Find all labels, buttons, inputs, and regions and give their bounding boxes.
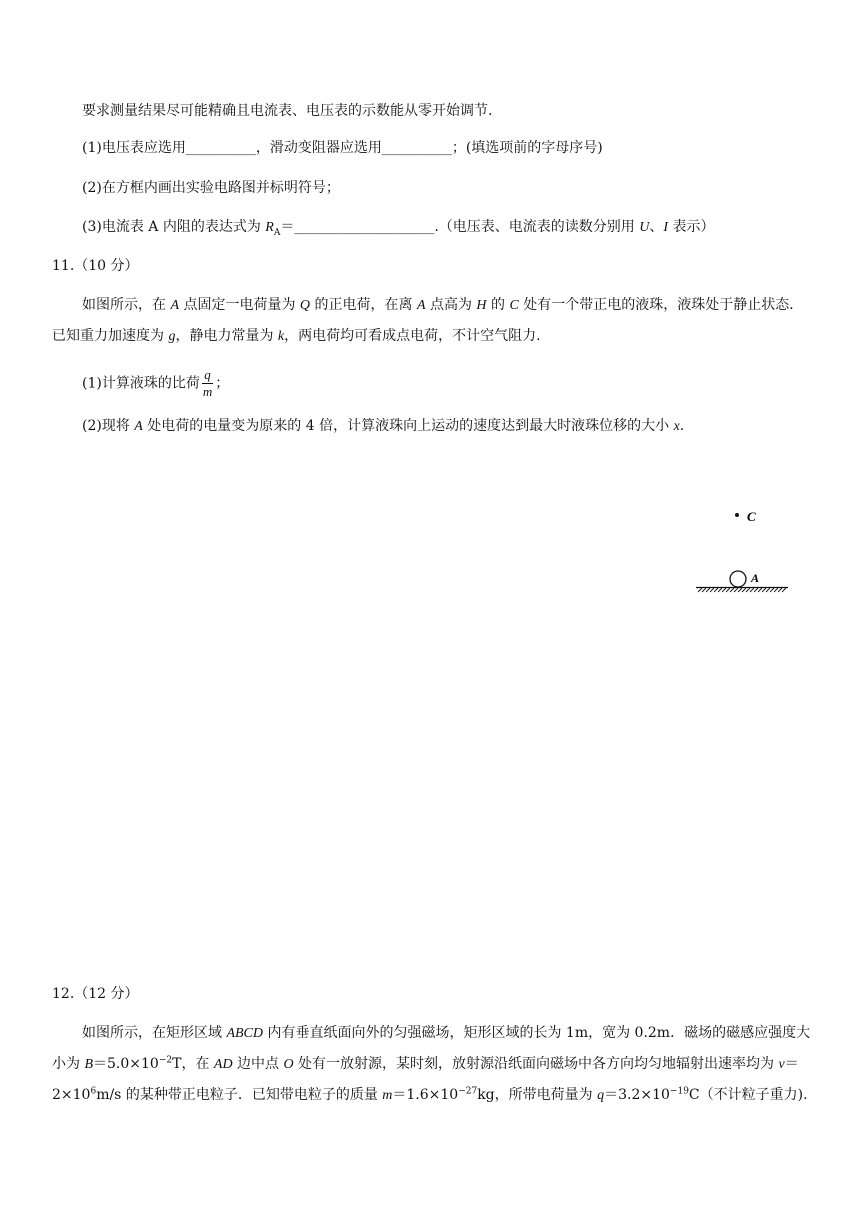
q11-part1 (82, 367, 229, 400)
var-AD: AD (213, 1057, 233, 1072)
exponent-2: 6 (90, 1086, 97, 1097)
separator: 、 (649, 219, 664, 235)
q12-text-7: ＝2×10 (52, 1056, 799, 1103)
q10-part1-text: (1)电压表应选用 (82, 140, 186, 156)
q12-text-1: 如图所示，在矩形区域 (82, 1025, 227, 1041)
var-H: H (476, 298, 487, 313)
q10-part3-text: (3)电流表 A 内阻的表达式为 (82, 219, 266, 235)
q10-part1-text-3: ；(填选项前的字母序号) (451, 140, 603, 156)
q11-text-8: ，两电荷均可看成点电荷，不计空气阻力. (284, 328, 541, 344)
exponent-1: −2 (158, 1055, 173, 1066)
q11-text-3: 的正电荷，在离 (310, 297, 417, 313)
q11-text-4: 点高为 (425, 297, 477, 313)
q10-part1 (82, 138, 603, 158)
liquid-drop-C (735, 513, 739, 517)
q12-text-9: ＝1.6×10 (392, 1087, 459, 1103)
q10-part2 (82, 178, 340, 198)
q12-number-text: 12.（12 分） (52, 986, 139, 1002)
q11-part1-end: ； (215, 375, 230, 392)
q12-text-6: 处有一放射源，某时刻，放射源沿纸面向磁场中各方向均匀地辐射出速率均为 (293, 1056, 779, 1072)
charge-A (730, 571, 746, 587)
blank-voltmeter: __________ (185, 140, 256, 156)
var-O: O (283, 1057, 294, 1072)
exponent-3: −27 (458, 1086, 478, 1097)
q12-text-11: ＝3.2×10 (604, 1087, 670, 1103)
charge-figure (690, 505, 800, 600)
intro-sentence: 要求测量结果尽可能精确且电流表、电压表的示数能从零开始调节. (82, 103, 493, 119)
q11-number-text: 11.（10 分） (52, 258, 139, 274)
q11-part2-text: (2)现将 (82, 418, 135, 434)
frac-denominator: m (202, 384, 213, 399)
q11-number (52, 256, 139, 276)
q11-part2 (82, 416, 684, 437)
equals-sign: ＝ (280, 219, 295, 235)
var-q: q (597, 1088, 605, 1103)
q10-part3-text-2: .（电压表、电流表的读数分别用 (434, 219, 640, 235)
q11-text-7: ，静电力常量为 (175, 328, 278, 344)
ground-hatching (698, 588, 786, 592)
var-A: A (170, 298, 180, 313)
q11-text-1: 如图所示，在 (82, 297, 171, 313)
q11-part2-text-2: 处电荷的电量变为原来的 4 倍，计算液珠向上运动的速度达到最大时液珠位移的大小 (142, 418, 674, 434)
q12-text-5: 边中点 (232, 1056, 284, 1072)
var-B: B (84, 1057, 94, 1072)
var-g: g (168, 329, 176, 344)
q10-part3 (82, 217, 715, 238)
q11-paragraph (52, 290, 814, 352)
q11-part2-end: . (679, 418, 685, 434)
fraction-q-over-m (202, 367, 213, 400)
var-x: x (673, 419, 680, 434)
blank-rheostat: __________ (381, 140, 452, 156)
q12-text-4: T，在 (172, 1056, 214, 1072)
var-I: I (663, 220, 669, 235)
q11-text-2: 点固定一电荷量为 (179, 297, 300, 313)
q12-text-3: ＝5.0×10 (93, 1056, 159, 1072)
intro-text (82, 101, 492, 121)
var-k: k (277, 329, 285, 344)
q12-text-2: 内有垂直纸面向外的匀强磁场，矩形区域的长为 1m，宽为 0.2m．磁场的磁感应强度大小为 (52, 1025, 811, 1072)
q10-part3-text-3: 表示） (668, 219, 715, 235)
q10-part1-text-2: ，滑动变阻器应选用 (255, 140, 382, 156)
q12-text-12: C（不计粒子重力). (688, 1087, 808, 1103)
var-R: R (265, 220, 274, 235)
q12-number (52, 984, 139, 1004)
var-C: C (509, 298, 519, 313)
label-A: A (751, 571, 760, 585)
q12-text-10: kg，所带电荷量为 (477, 1087, 598, 1103)
var-ABCD: ABCD (226, 1026, 264, 1041)
var-Q: Q (299, 298, 311, 313)
frac-numerator: q (204, 367, 211, 382)
exponent-4: −19 (669, 1086, 689, 1097)
q11-text-5: 的 (486, 297, 510, 313)
blank-resistance: ____________________ (294, 219, 435, 235)
var-A: A (134, 419, 143, 434)
q10-part2-text: (2)在方框内画出实验电路图并标明符号； (82, 180, 340, 196)
var-A: A (416, 298, 426, 313)
q12-paragraph (52, 1018, 814, 1111)
var-v: v (778, 1057, 785, 1072)
label-C: C (747, 509, 756, 524)
sub-A: A (273, 227, 281, 238)
q11-text-6: 处有一个带正电的液珠，液珠处于静止状态．已知重力加速度为 (52, 297, 804, 344)
q11-part1-text: (1)计算液珠的比荷 (82, 375, 200, 392)
var-U: U (639, 220, 650, 235)
var-m: m (382, 1088, 393, 1103)
q12-text-8: m/s 的某种带正电粒子．已知带电粒子的质量 (96, 1087, 383, 1103)
